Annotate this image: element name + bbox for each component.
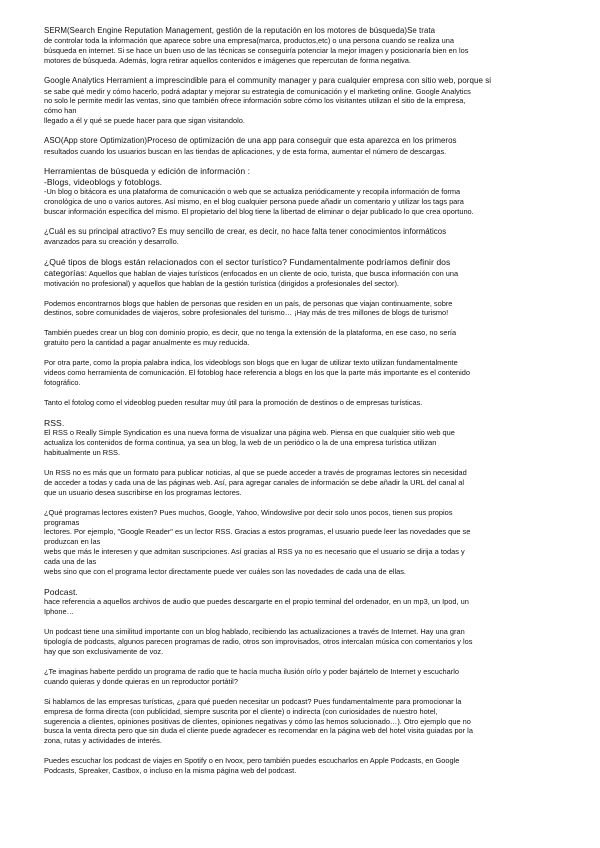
text-line: videos como herramienta de comunicación. El fotoblog hace referencia a blogs en los que la parte más importante es el contenido (44, 368, 471, 378)
text-line: El RSS o Really Simple Syndication es una nueva forma de visualizar una página web. Piensa en que cualquier sitio web que (44, 428, 455, 438)
text-line: webs que más le interesen y que admitan suscripciones. Así gracias al RSS ya no es necesario que el usuario se dirija a todas y (44, 547, 465, 557)
dominio-paragraph (44, 328, 560, 348)
tipos-paragraph (44, 257, 560, 288)
promocion-paragraph (44, 398, 560, 408)
text-line: Un podcast tiene una similitud importante con un blog hablado, recibiendo las actualizaciones a través de Internet. Hay una gran (44, 627, 465, 637)
text-line: lectores. Por ejemplo, "Google Reader" es un lector RSS. Gracias a estos programas, el usuario puede leer las novedades que se (44, 527, 471, 537)
text-line: Google Analytics Herramient a imprescindible para el community manager y para cualquier empresa con sitio web, porque si (44, 76, 492, 86)
google-analytics-paragraph (44, 76, 560, 126)
podcast-section (44, 587, 560, 617)
text-line: llegado a él y qué se puede hacer para que sigan visitandolo. (44, 116, 245, 126)
text-line: hace referencia a aquellos archivos de audio que puedes descargarte en el propio terminal del ordenador, en un mp3, un Ipod, un (44, 597, 469, 607)
similitud-paragraph (44, 627, 560, 657)
text-line: webs sino que con el programa lector directamente puede ver cuáles son las novedades de cada una de ellas. (44, 567, 406, 577)
text-line: tipología de podcasts, algunos parecen programas de radio, otros son improvisados, otros intercalan música con comentarios y los (44, 637, 473, 647)
text-line: de acceder a todas y cada una de las páginas web. Así, para agregar canales de información se debe añadir la URL del canal al (44, 477, 465, 487)
text-line: busca la venta directa pero que sin duda el cliente puede agradecer es recomendar en la página web del hotel visita guiadas por la (44, 726, 473, 736)
empresas-paragraph (44, 697, 560, 747)
text-line: SERM(Search Engine Reputation Management, gestión de la reputación en los motores de búsqueda)Se trata (44, 26, 436, 35)
text-line: produzcan en las (44, 537, 101, 547)
text-line: motivación no profesional) y aquellos que hablan de la gestión turística (dirigidos a profesionales del sector). (44, 278, 399, 288)
text-line: gratuito pero la cantidad a pagar anualmente es muy reducida. (44, 338, 250, 348)
serm-paragraph (44, 26, 560, 66)
categorias-lead: categorías: (44, 267, 88, 278)
text-line: avanzados para su creación y desarrollo. (44, 237, 179, 247)
imaginas-paragraph (44, 667, 560, 687)
text-line: Podcasts, Spreaker, Castbox, o incluso en la misma página web del podcast. (44, 766, 297, 776)
text-line: buscar información específica del mismo. El propietario del blog tiene la libertad de eliminar o dejar publicado lo que crea oportuno. (44, 207, 474, 217)
text-line: zona, rutas y actividades de interés. (44, 736, 162, 746)
text-line: no solo le permite medir las ventas, sino que también ofrece información sobre cómo los visitantes utilizan el sitio de la empresa, (44, 96, 466, 106)
lectores-paragraph (44, 508, 560, 577)
text-line: programas (44, 517, 80, 527)
text-line: de controlar toda la información que aparece sobre una empresa(marca, productos,etc) o una persona cuando se realiza una (44, 36, 455, 46)
text-line: ¿Te imaginas haberte perdido un programa de radio que te hacía mucha ilusión oírlo y poder bajártelo de Internet y escucharlo (44, 666, 459, 676)
text-line: resultados cuando los usuarios buscan en las tiendas de aplicaciones, y de esta forma, aumentar el número de descargas. (44, 146, 447, 156)
text-line (44, 268, 560, 279)
text-line: cada una de las (44, 557, 97, 567)
text-line: También puedes crear un blog con dominio propio, es decir, que no tenga la extensión de la plataforma, en ese caso, no sería (44, 328, 457, 338)
text-line: Por otra parte, como la propia palabra indica, los videoblogs son blogs que en lugar de utilizar texto utilizan fundamentalmente (44, 358, 458, 368)
text-line: ASO(App store Optimization)Proceso de optimización de una app para conseguir que esta aparezca en los primeros (44, 136, 457, 146)
escuchar-paragraph (44, 756, 560, 776)
videoblogs-paragraph (44, 358, 560, 388)
section-heading: Herramientas de búsqueda y edición de información : (44, 166, 251, 177)
categorias-text: Aquellos que hablan de viajes turísticos (enfocados en un cliente de ocio, turista, que busca información con una (87, 268, 459, 278)
rss-section (44, 418, 560, 458)
section-heading: RSS. (44, 417, 65, 428)
text-line: ¿Cuál es su principal atractivo? Es muy sencillo de crear, es decir, no hace falta tener conocimientos informáticos (44, 227, 447, 236)
text-line: Puedes escuchar los podcast de viajes en Spotify o en Ivoox, pero también puedes escucharlos en Apple Podcasts, en Google (44, 756, 460, 766)
text-line: ¿Qué tipos de blogs están relacionados con el sector turístico? Fundamentalmente podríamos definir dos (44, 257, 451, 268)
text-line: Tanto el fotolog como el videoblog pueden resultar muy útil para la promoción de destinos o de empresas turísticas. (44, 397, 423, 407)
aso-paragraph (44, 136, 560, 156)
text-line: Si hablamos de las empresas turísticas, ¿para qué pueden necesitar un podcast? Pues fundamentalmente para promocionar la (44, 696, 462, 706)
text-line: Iphone… (44, 607, 74, 617)
text-line: sugerencia a clientes, opiniones positivas de clientes, opiniones negativas y cómo las hemos solucionado…). Otro ejemplo que no (44, 716, 471, 726)
text-line: ¿Qué programas lectores existen? Pues muchos, Google, Yahoo, Windowslive por decir solo unos pocos, tienen sus propios (44, 507, 453, 517)
text-line: hay que son exclusivamente de voz. (44, 647, 164, 656)
text-line: se sabe qué medir y cómo hacerlo, podrá adaptar y mejorar su estrategia de comunicación y el marketing online. Google Analytics (44, 86, 471, 96)
text-line: cómo han (44, 106, 77, 116)
text-line: cuando quieras y donde quieras en un reproductor portátil? (44, 676, 238, 686)
text-line: que un usuario desea suscribirse en los programas lectores. (44, 487, 242, 497)
text-line: búsqueda en internet. Si se hace un buen uso de las técnicas se conseguiría potenciar la mejor imagen y posicionaría bien en los (44, 46, 469, 56)
text-line: Un RSS no es más que un formato para publicar noticias, al que se puede acceder a través de programas lectores sin necesidad (44, 467, 467, 477)
formato-paragraph (44, 468, 560, 498)
text-line: motores de búsqueda. Además, logra retirar aquellos contenidos e imágenes que repercutan de forma negativa. (44, 56, 411, 66)
atractivo-paragraph (44, 227, 560, 247)
encontrar-paragraph (44, 299, 560, 319)
text-line: habitualmente un RSS. (44, 448, 121, 457)
text-line: fotográfico. (44, 377, 81, 387)
section-heading: Podcast. (44, 586, 78, 597)
text-line: Podemos encontrarnos blogs que hablen de personas que residen en un país, de personas que viajan continuamente, sobre (44, 298, 453, 308)
text-line: -Un blog o bitácora es una plataforma de comunicación o web que se actualiza periódicamente y recopila información de forma (44, 187, 461, 197)
section-subheading: -Blogs, videoblogs y fotoblogs. (44, 176, 163, 187)
text-line: cronológica de uno o varios autores. Así mismo, en el blog cualquier persona puede añadir un comentario y utilizar los tags para (44, 197, 464, 207)
text-line: actualiza los contenidos de forma continua, ya sea un blog, la web de un periódico o la de una empresa turística utilizan (44, 438, 437, 448)
text-line: destinos, sobre comunidades de viajeros, sobre profesionales del turismo… ¡Hay más de tres millones de blogs de turismo! (44, 308, 449, 318)
tools-section (44, 166, 560, 217)
text-line: empresa de forma directa (con publicidad, siempre suscrita por el cliente) o indirecta (con curiosidades de nuestro hotel, (44, 706, 438, 716)
